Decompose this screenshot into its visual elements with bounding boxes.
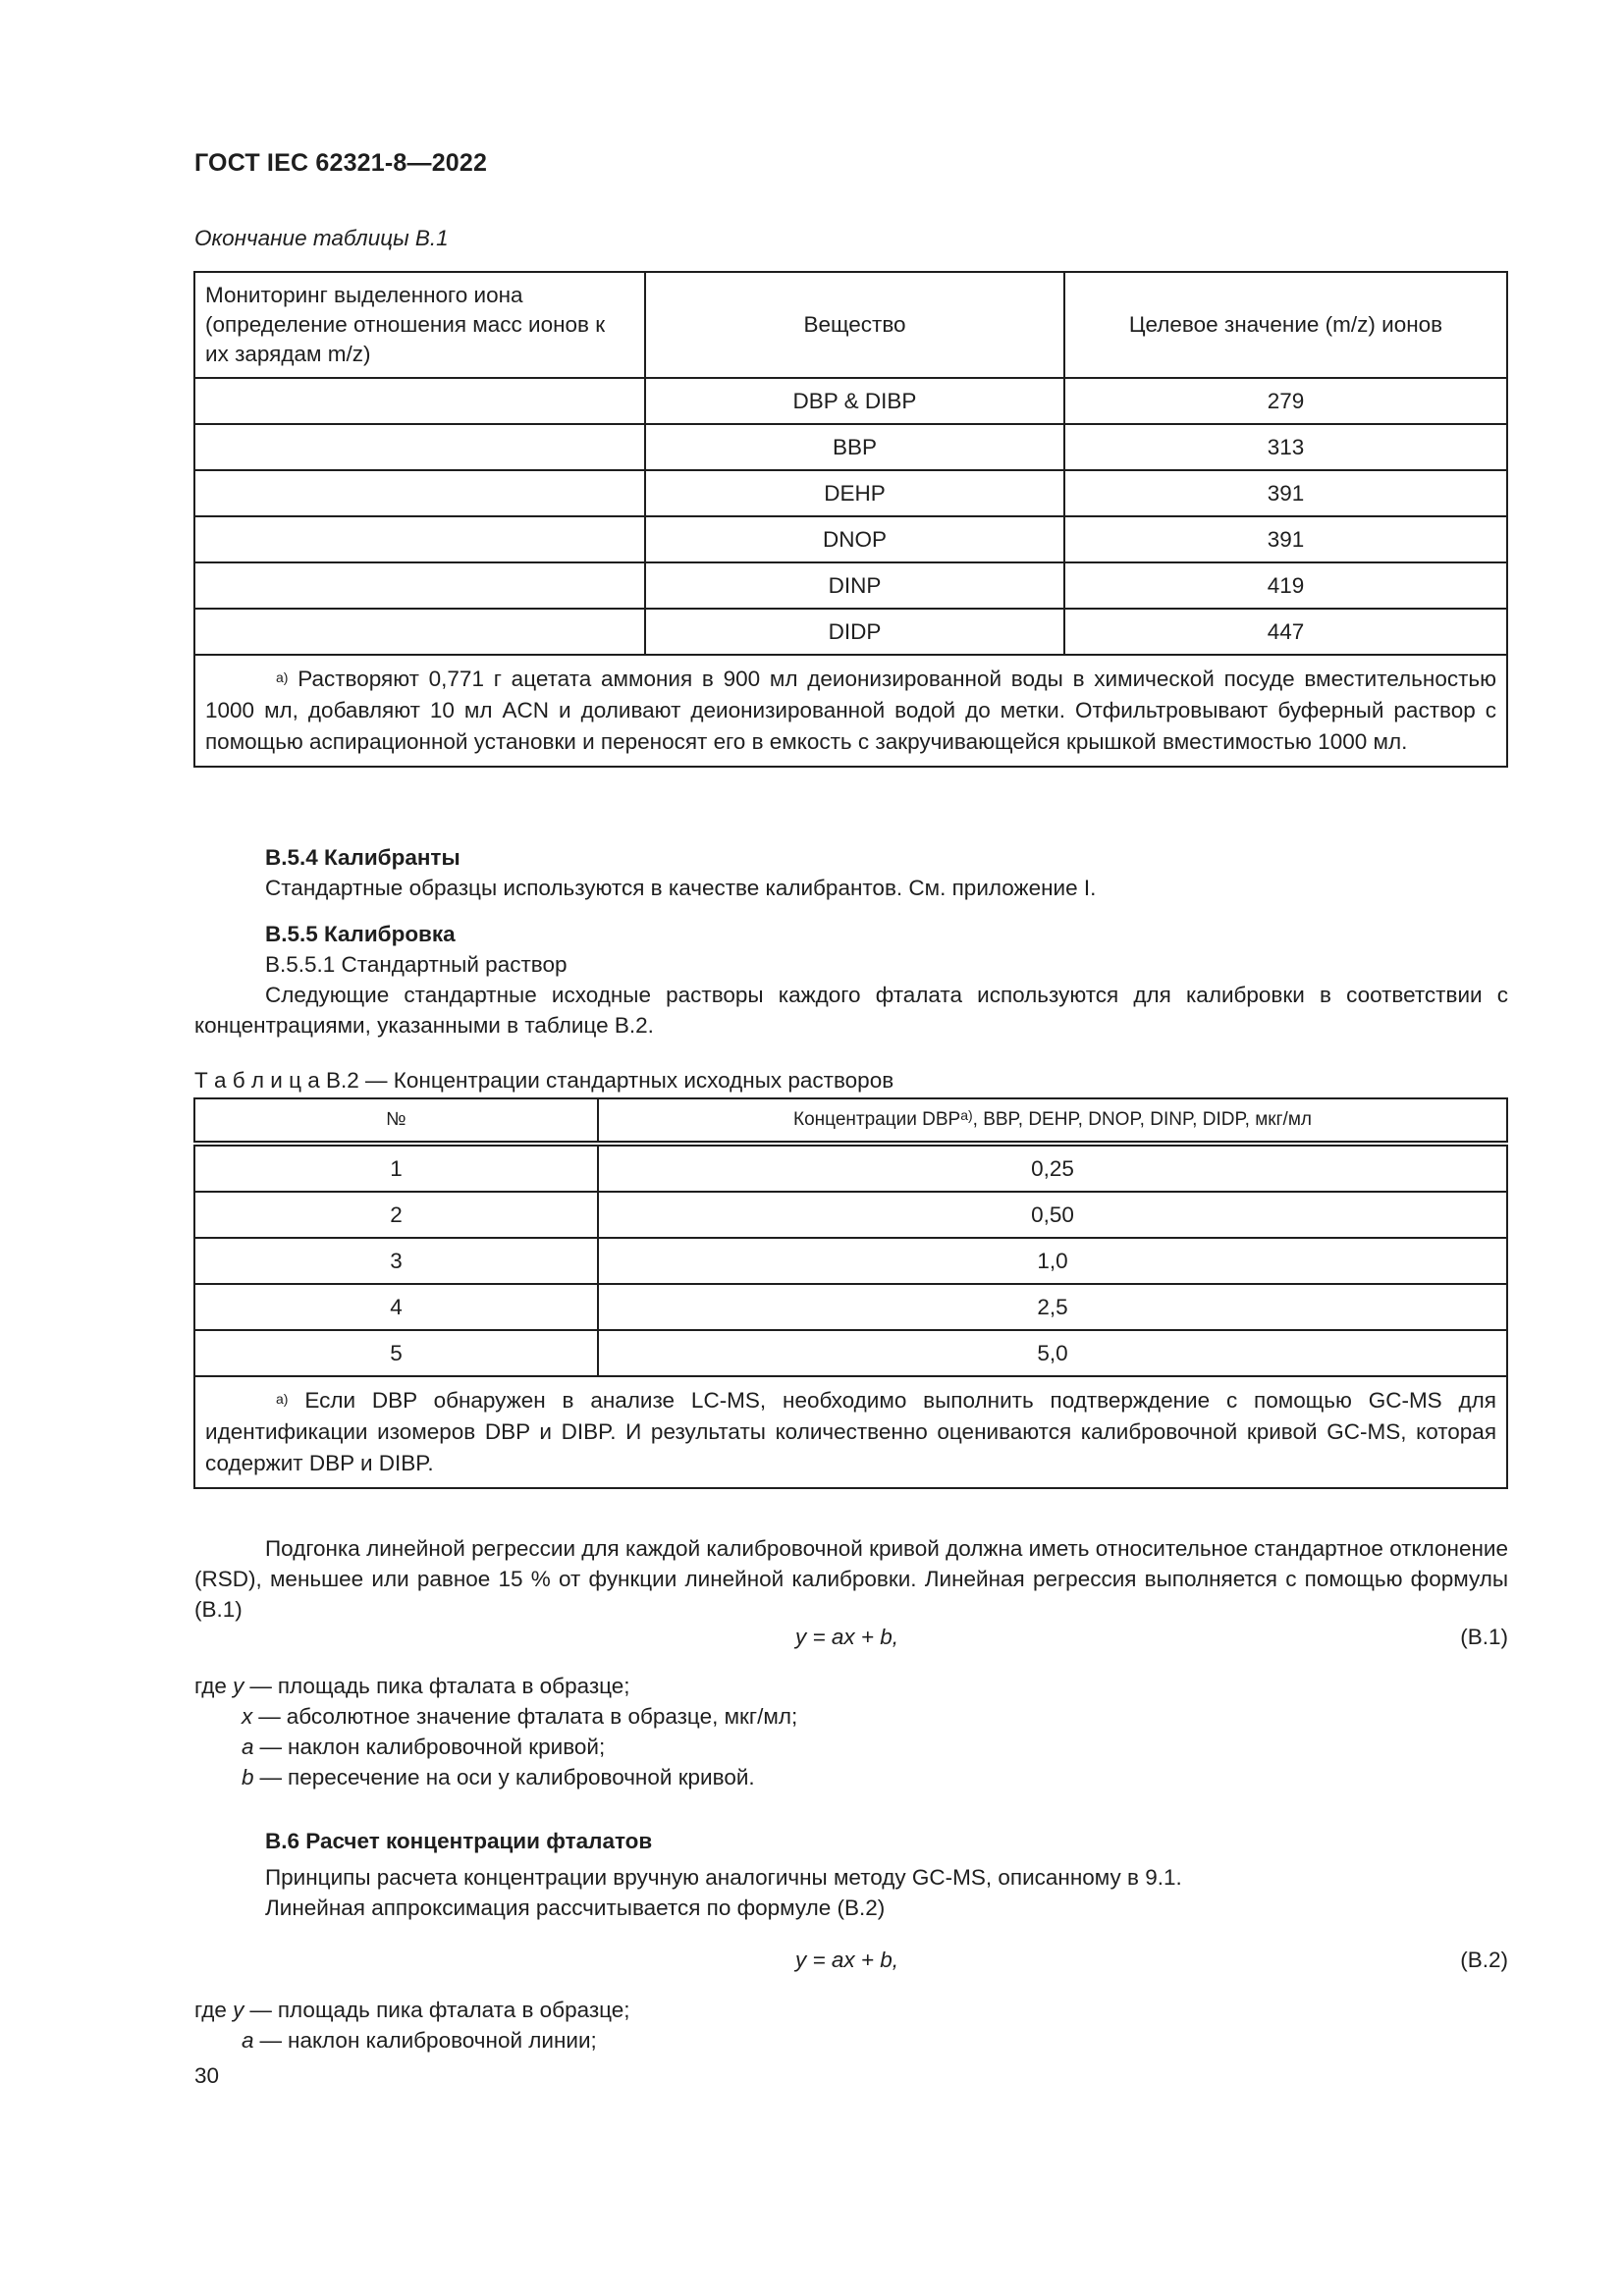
cell-value: 447 bbox=[1064, 609, 1507, 655]
formula-b1: y = ax + b, bbox=[795, 1625, 899, 1649]
where-list-b1 bbox=[194, 1671, 797, 1792]
cell-concentration: 0,25 bbox=[598, 1144, 1507, 1192]
table-footnote-row bbox=[194, 1376, 1507, 1488]
variable-description: наклон калибровочной линии; bbox=[288, 2028, 597, 2053]
table-footnote-row bbox=[194, 655, 1507, 767]
where-word: где bbox=[194, 1998, 227, 2022]
cell-value: 419 bbox=[1064, 562, 1507, 609]
table-b1-end bbox=[193, 271, 1508, 768]
header-substance: Вещество bbox=[645, 272, 1064, 378]
where-word: где bbox=[194, 1674, 227, 1698]
table-row bbox=[194, 516, 1507, 562]
cell-empty bbox=[194, 609, 645, 655]
section-heading: В.5.4 Калибранты bbox=[265, 845, 460, 870]
table-header-row bbox=[194, 1098, 1507, 1144]
variable-description: площадь пика фталата в образце; bbox=[277, 1998, 630, 2022]
header-concentration bbox=[598, 1098, 1507, 1144]
where-item: a — наклон калибровочной линии; bbox=[242, 2028, 597, 2053]
section-heading: В.5.5 Калибровка bbox=[265, 922, 456, 946]
paragraph: Следующие стандартные исходные растворы каждого фталата используются для калибровки в соответствии с концентрациями, указанными в таблице В.2. bbox=[194, 983, 1508, 1038]
footnote-mark: а) bbox=[276, 1391, 289, 1407]
cell-number: 4 bbox=[194, 1284, 598, 1330]
paragraph: Принципы расчета концентрации вручную аналогичны методу GC-MS, описанному в 9.1. bbox=[265, 1865, 1182, 1890]
cell-substance: DIDP bbox=[645, 609, 1064, 655]
table-b2-caption bbox=[194, 1068, 893, 1094]
variable-description: наклон калибровочной кривой; bbox=[288, 1735, 606, 1759]
equation-number-b1: (В.1) bbox=[1460, 1625, 1508, 1649]
table-row bbox=[194, 1192, 1507, 1238]
variable-description: абсолютное значение фталата в образце, мкг/мл; bbox=[286, 1704, 798, 1729]
cell-empty bbox=[194, 378, 645, 424]
table-row bbox=[194, 1238, 1507, 1284]
cell-concentration: 2,5 bbox=[598, 1284, 1507, 1330]
table-row bbox=[194, 562, 1507, 609]
table-row bbox=[194, 609, 1507, 655]
cell-value: 279 bbox=[1064, 378, 1507, 424]
variable-description: пересечение на оси y калибровочной кривой. bbox=[288, 1765, 755, 1789]
paragraph: Стандартные образцы используются в качестве калибрантов. См. приложение I. bbox=[265, 876, 1097, 900]
table-row bbox=[194, 1284, 1507, 1330]
variable-symbol: x bbox=[242, 1704, 253, 1729]
cell-substance: BBP bbox=[645, 424, 1064, 470]
document-title: ГОСТ IEC 62321-8—2022 bbox=[194, 149, 488, 177]
paragraph: Линейная аппроксимация рассчитывается по формуле (В.2) bbox=[265, 1896, 886, 1920]
section-b55 bbox=[194, 919, 1508, 1041]
cell-concentration: 1,0 bbox=[598, 1238, 1507, 1284]
equation-number-b2: (В.2) bbox=[1460, 1948, 1508, 1972]
variable-symbol: a bbox=[242, 2028, 254, 2053]
table-row bbox=[194, 1330, 1507, 1376]
caption-text: В.2 — Концентрации стандартных исходных растворов bbox=[326, 1068, 894, 1093]
cell-substance: DEHP bbox=[645, 470, 1064, 516]
variable-description: площадь пика фталата в образце; bbox=[277, 1674, 630, 1698]
cell-concentration: 5,0 bbox=[598, 1330, 1507, 1376]
section-heading: В.6 Расчет концентрации фталатов bbox=[265, 1829, 653, 1853]
footnote-mark: а) bbox=[960, 1107, 973, 1123]
table-b2 bbox=[193, 1097, 1508, 1489]
where-item: где y — площадь пика фталата в образце; bbox=[194, 1998, 630, 2022]
header-number: № bbox=[194, 1098, 598, 1144]
where-item: где y — площадь пика фталата в образце; bbox=[194, 1674, 630, 1698]
where-item: a — наклон калибровочной кривой; bbox=[242, 1735, 606, 1759]
formula-b2: y = ax + b, bbox=[795, 1948, 899, 1972]
cell-concentration: 0,50 bbox=[598, 1192, 1507, 1238]
page-number: 30 bbox=[194, 2063, 220, 2088]
subsection-heading: В.5.5.1 Стандартный раствор bbox=[265, 952, 568, 977]
regression-paragraph: Подгонка линейной регрессии для каждой калибровочной кривой должна иметь относительное стандартное отклонение (RSD), меньшее или равное 15 % от функции линейной калибровки. Линейная регрессия выполняется с помощью формулы (В.1) bbox=[194, 1536, 1508, 1622]
where-list-b2 bbox=[194, 1995, 630, 2056]
section-b6 bbox=[194, 1826, 1508, 1923]
table-row bbox=[194, 424, 1507, 470]
table-header-row bbox=[194, 272, 1507, 378]
header-ion-monitoring: Мониторинг выделенного иона (определение отношения масс ионов к их зарядам m/z) bbox=[194, 272, 645, 378]
variable-symbol: y bbox=[233, 1998, 244, 2022]
cell-empty bbox=[194, 424, 645, 470]
table-row bbox=[194, 1144, 1507, 1192]
footnote-text: Если DBP обнаружен в анализе LC-MS, необходимо выполнить подтверждение с помощью GC-MS для идентификации изомеров DBP и DIBP. И результаты количественно оцениваются калибровочной кривой GC-MS, которая содержит DBP и DIBP. bbox=[205, 1388, 1496, 1475]
header-conc-text: Концентрации DBP bbox=[793, 1109, 961, 1130]
where-item: b — пересечение на оси y калибровочной кривой. bbox=[242, 1765, 755, 1789]
cell-number: 2 bbox=[194, 1192, 598, 1238]
cell-value: 313 bbox=[1064, 424, 1507, 470]
table-continuation-caption: Окончание таблицы В.1 bbox=[194, 226, 449, 250]
cell-substance: DNOP bbox=[645, 516, 1064, 562]
table-row bbox=[194, 470, 1507, 516]
footnote-text: Растворяют 0,771 г ацетата аммония в 900 мл деионизированной воды в химической посуде вместительностью 1000 мл, добавляют 10 мл ACN и доливают деионизированной водой до метки. Отфильтровывают буферный раствор с помощью аспирационной установки и переносят его в емкость с закручивающейся крышкой вместимостью 1000 мл. bbox=[205, 667, 1496, 754]
where-item: x — абсолютное значение фталата в образце, мкг/мл; bbox=[242, 1704, 798, 1729]
variable-symbol: y bbox=[233, 1674, 244, 1698]
cell-number: 3 bbox=[194, 1238, 598, 1284]
cell-substance: DBP & DIBP bbox=[645, 378, 1064, 424]
cell-number: 1 bbox=[194, 1144, 598, 1192]
variable-symbol: a bbox=[242, 1735, 254, 1759]
table-footnote bbox=[194, 1376, 1507, 1488]
table-footnote bbox=[194, 655, 1507, 767]
cell-number: 5 bbox=[194, 1330, 598, 1376]
table-row bbox=[194, 378, 1507, 424]
footnote-mark: а) bbox=[276, 669, 289, 685]
header-target-value: Целевое значение (m/z) ионов bbox=[1064, 272, 1507, 378]
section-b54 bbox=[194, 842, 1508, 903]
variable-symbol: b bbox=[242, 1765, 254, 1789]
header-conc-text-rest: , BBP, DEHP, DNOP, DINP, DIDP, мкг/мл bbox=[972, 1109, 1312, 1130]
cell-value: 391 bbox=[1064, 516, 1507, 562]
cell-empty bbox=[194, 516, 645, 562]
cell-empty bbox=[194, 562, 645, 609]
cell-empty bbox=[194, 470, 645, 516]
caption-prefix: Т а б л и ц а bbox=[194, 1068, 320, 1093]
cell-value: 391 bbox=[1064, 470, 1507, 516]
cell-substance: DINP bbox=[645, 562, 1064, 609]
